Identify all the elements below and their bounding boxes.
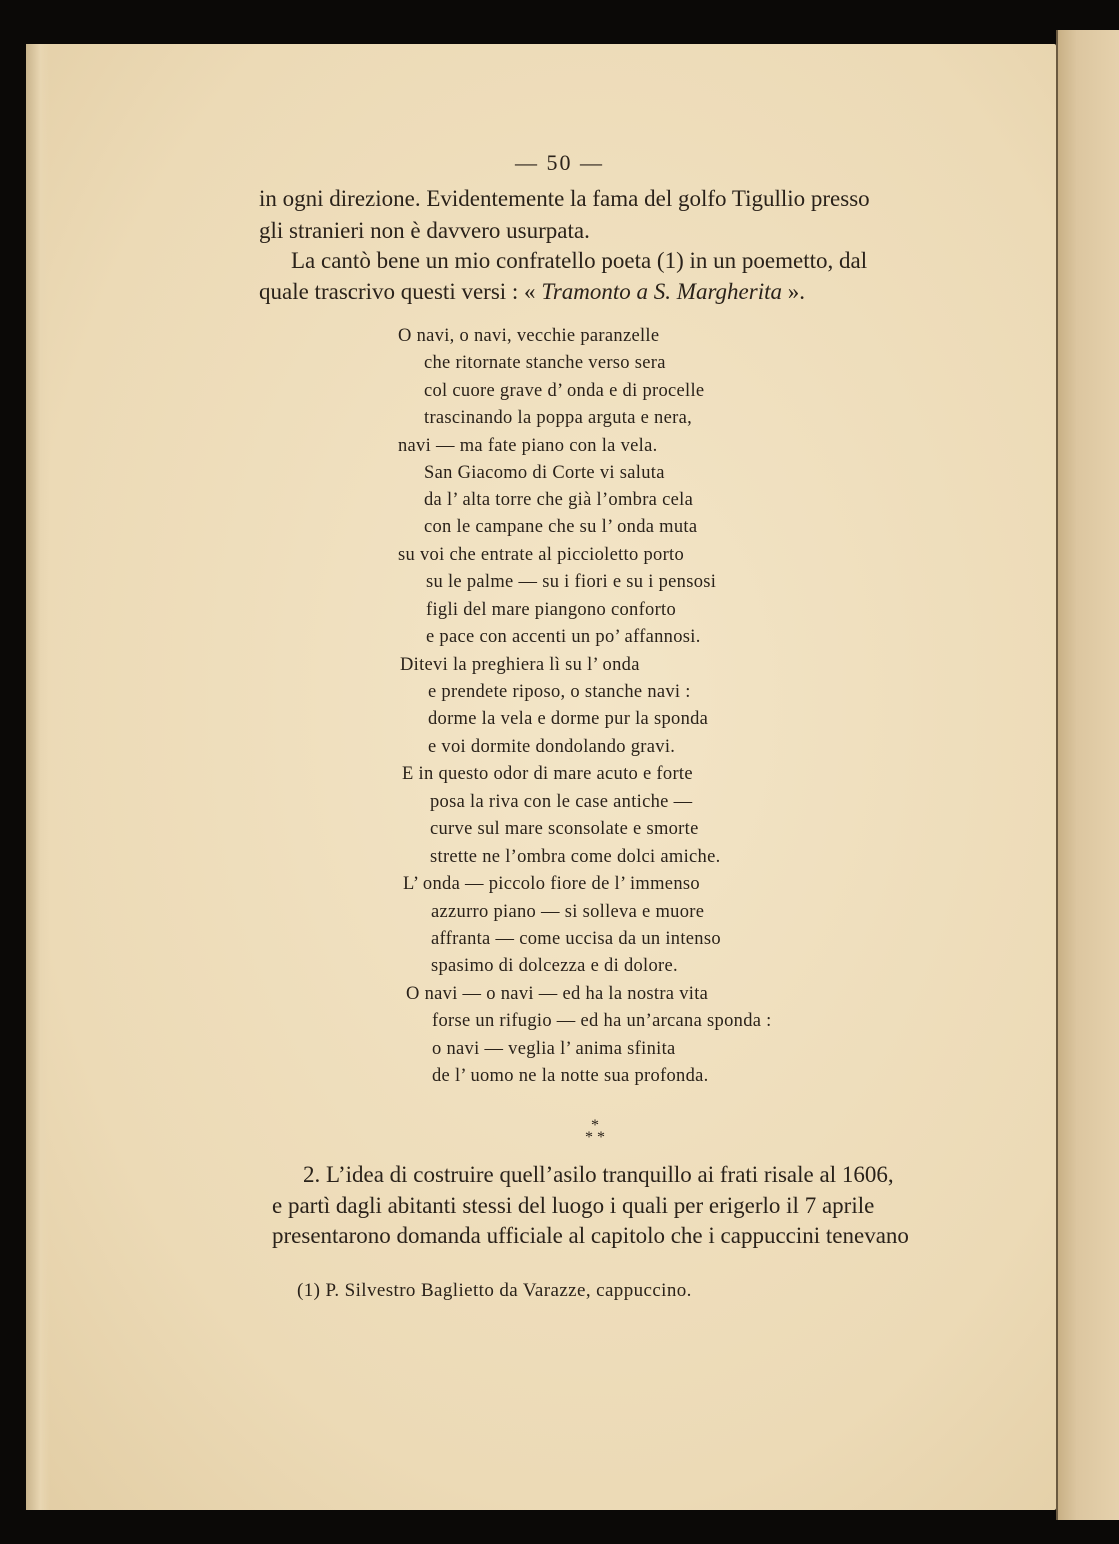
poem-line-26: forse un rifugio — ed ha un’arcana sponda : (432, 1011, 772, 1031)
poem-line-15: dorme la vela e dorme pur la sponda (428, 709, 709, 729)
adjacent-page-edge (1056, 30, 1119, 1520)
poem-line-9: su voi che entrate al piccioletto porto (398, 545, 685, 565)
intro-line-1: in ogni direzione. Evidentemente la fama del golfo Tigullio presso (259, 186, 870, 211)
poem-line-17: E in questo odor di mare acuto e forte (402, 764, 693, 784)
page-number: — 50 — (515, 150, 604, 175)
intro2-line-2 (259, 279, 805, 305)
poem-line-7: da l’ alta torre che già l’ombra cela (424, 490, 694, 510)
poem-line-21: L’ onda — piccolo fiore de l’ immenso (403, 874, 700, 894)
poem-line-16: e voi dormite dondolando gravi. (428, 737, 676, 757)
poem-line-8: con le campane che su l’ onda muta (424, 517, 698, 537)
poem-line-22: azzurro piano — si solleva e muore (431, 902, 705, 922)
poem-line-4: trascinando la poppa arguta e nera, (424, 408, 693, 428)
poem-line-10: su le palme — su i fiori e su i pensosi (426, 572, 717, 592)
poem-line-3: col cuore grave d’ onda e di procelle (424, 381, 705, 401)
asterism-bottom: * * (585, 1129, 605, 1146)
poem-line-18: posa la riva con le case antiche — (430, 792, 693, 812)
footnote: (1) P. Silvestro Baglietto da Varazze, cappuccino. (297, 1280, 692, 1301)
poem-line-11: figli del mare piangono conforto (426, 600, 677, 620)
section2-line-3: presentarono domanda ufficiale al capitolo che i cappuccini tenevano (272, 1223, 909, 1248)
poem-line-13: Ditevi la preghiera lì su l’ onda (400, 655, 640, 675)
poem-line-23: affranta — come uccisa da un intenso (431, 929, 721, 949)
poem-line-25: O navi — o navi — ed ha la nostra vita (406, 984, 709, 1004)
poem-line-24: spasimo di dolcezza e di dolore. (431, 956, 678, 976)
intro-line-2: gli stranieri non è davvero usurpata. (259, 218, 590, 243)
poem-line-5: navi — ma fate piano con la vela. (398, 436, 658, 456)
intro2-prefix: quale trascrivo questi versi : « (259, 279, 542, 304)
poem-line-6: San Giacomo di Corte vi saluta (424, 463, 665, 483)
intro2-suffix: ». (781, 279, 805, 304)
poem-line-20: strette ne l’ombra come dolci amiche. (430, 847, 721, 867)
poem-title: Tramonto a S. Margherita (541, 279, 782, 304)
intro2-line-1: La cantò bene un mio confratello poeta (1) in un poemetto, dal (291, 248, 868, 273)
poem-line-2: che ritornate stanche verso sera (424, 353, 666, 373)
asterism (0, 1117, 1119, 1146)
poem-line-27: o navi — veglia l’ anima sfinita (432, 1039, 676, 1059)
section2-line-2: e partì dagli abitanti stessi del luogo i quali per erigerlo il 7 aprile (272, 1193, 875, 1218)
poem-line-12: e pace con accenti un po’ affannosi. (426, 627, 701, 647)
poem-line-28: de l’ uomo ne la notte sua profonda. (432, 1066, 709, 1086)
section2-line-1: 2. L’idea di costruire quell’asilo tranquillo ai frati risale al 1606, (303, 1162, 894, 1187)
poem-line-1: O navi, o navi, vecchie paranzelle (398, 326, 660, 346)
page-gutter-shadow (26, 44, 50, 1510)
poem-line-14: e prendete riposo, o stanche navi : (428, 682, 691, 702)
asterism-top: * (591, 1117, 599, 1134)
poem-line-19: curve sul mare sconsolate e smorte (430, 819, 699, 839)
